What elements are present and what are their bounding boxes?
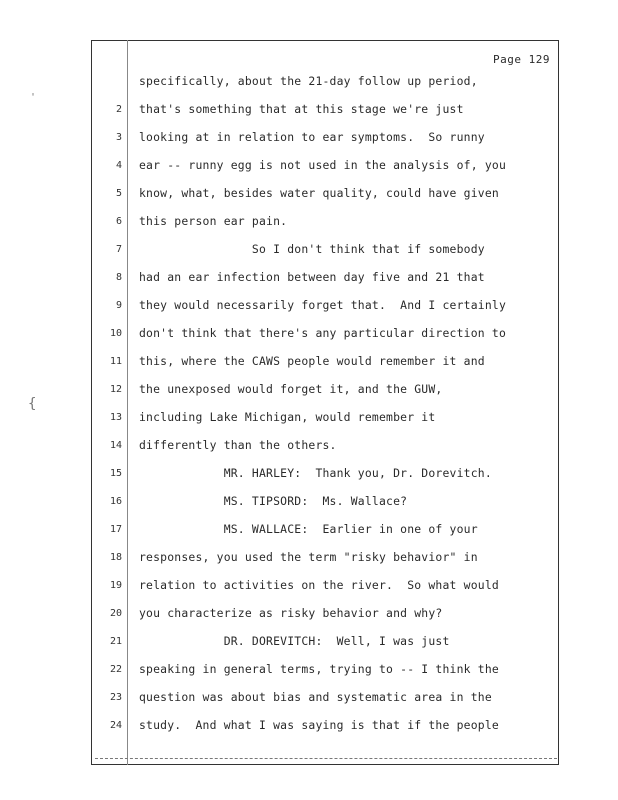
line-number: 23	[109, 692, 122, 703]
line-number: 20	[109, 608, 122, 619]
transcript-line	[96, 410, 554, 430]
line-text: speaking in general terms, trying to -- I think the	[139, 662, 499, 676]
line-text: the unexposed would forget it, and the GUW,	[139, 382, 443, 396]
line-text: this, where the CAWS people would remember it and	[139, 354, 485, 368]
transcript-line	[96, 438, 554, 458]
line-text: ear -- runny egg is not used in the analysis of, you	[139, 158, 507, 172]
transcript-line	[96, 326, 554, 346]
scan-mark: '	[30, 92, 37, 103]
transcript-line	[96, 578, 554, 598]
line-text: specifically, about the 21-day follow up period,	[139, 74, 478, 88]
line-number: 18	[109, 552, 122, 563]
line-text: had an ear infection between day five and 21 that	[139, 270, 485, 284]
transcript-line	[96, 382, 554, 402]
transcript-line	[96, 550, 554, 570]
line-number: 14	[109, 440, 122, 451]
line-text: they would necessarily forget that. And I certainly	[139, 298, 507, 312]
line-text: looking at in relation to ear symptoms. So runny	[139, 130, 485, 144]
line-text: that's something that at this stage we're just	[139, 102, 464, 116]
page-number: Page 129	[493, 53, 550, 66]
line-text: know, what, besides water quality, could have given	[139, 186, 499, 200]
transcript-line	[96, 354, 554, 374]
line-number: 16	[109, 496, 122, 507]
line-text: responses, you used the term "risky behavior" in	[139, 550, 478, 564]
transcript-line	[96, 662, 554, 682]
transcript-line	[96, 634, 554, 654]
line-text: including Lake Michigan, would remember it	[139, 410, 436, 424]
line-number: 17	[109, 524, 122, 535]
transcript-line	[96, 186, 554, 206]
line-number: 21	[109, 636, 122, 647]
line-number: 8	[115, 272, 122, 283]
line-number: 15	[109, 468, 122, 479]
transcript-line	[96, 102, 554, 122]
line-text: MS. WALLACE: Earlier in one of your	[139, 522, 478, 536]
line-number: 10	[109, 328, 122, 339]
line-number: 19	[109, 580, 122, 591]
line-text: differently than the others.	[139, 438, 337, 452]
line-text: don't think that there's any particular direction to	[139, 326, 507, 340]
line-number: 11	[109, 356, 122, 367]
transcript-line	[96, 270, 554, 290]
line-text: MR. HARLEY: Thank you, Dr. Dorevitch.	[139, 466, 492, 480]
line-number: 4	[115, 160, 122, 171]
transcript-line	[96, 298, 554, 318]
transcript-line	[96, 214, 554, 234]
line-number: 22	[109, 664, 122, 675]
transcript-line	[96, 130, 554, 150]
transcript-line	[96, 494, 554, 514]
transcript-line	[96, 74, 554, 94]
line-text: you characterize as risky behavior and why?	[139, 606, 443, 620]
transcript-line	[96, 158, 554, 178]
transcript-line	[96, 522, 554, 542]
transcript-line	[96, 718, 554, 738]
line-number: 7	[115, 244, 122, 255]
transcript-line	[96, 690, 554, 710]
line-number: 5	[115, 188, 122, 199]
line-number: 2	[115, 104, 122, 115]
line-number: 12	[109, 384, 122, 395]
line-number: 9	[115, 300, 122, 311]
bottom-rule	[95, 758, 557, 759]
line-number: 24	[109, 720, 122, 731]
line-number: 3	[115, 132, 122, 143]
line-text: this person ear pain.	[139, 214, 288, 228]
line-text: DR. DOREVITCH: Well, I was just	[139, 634, 450, 648]
line-text: question was about bias and systematic area in the	[139, 690, 492, 704]
line-text: MS. TIPSORD: Ms. Wallace?	[139, 494, 408, 508]
line-text: relation to activities on the river. So what would	[139, 578, 499, 592]
transcript-line	[96, 606, 554, 626]
line-number: 6	[115, 216, 122, 227]
line-text: study. And what I was saying is that if the people	[139, 718, 499, 732]
scan-mark: {	[28, 396, 37, 412]
line-number: 13	[109, 412, 122, 423]
transcript-line	[96, 466, 554, 486]
transcript-line	[96, 242, 554, 262]
line-text: So I don't think that if somebody	[139, 242, 485, 256]
